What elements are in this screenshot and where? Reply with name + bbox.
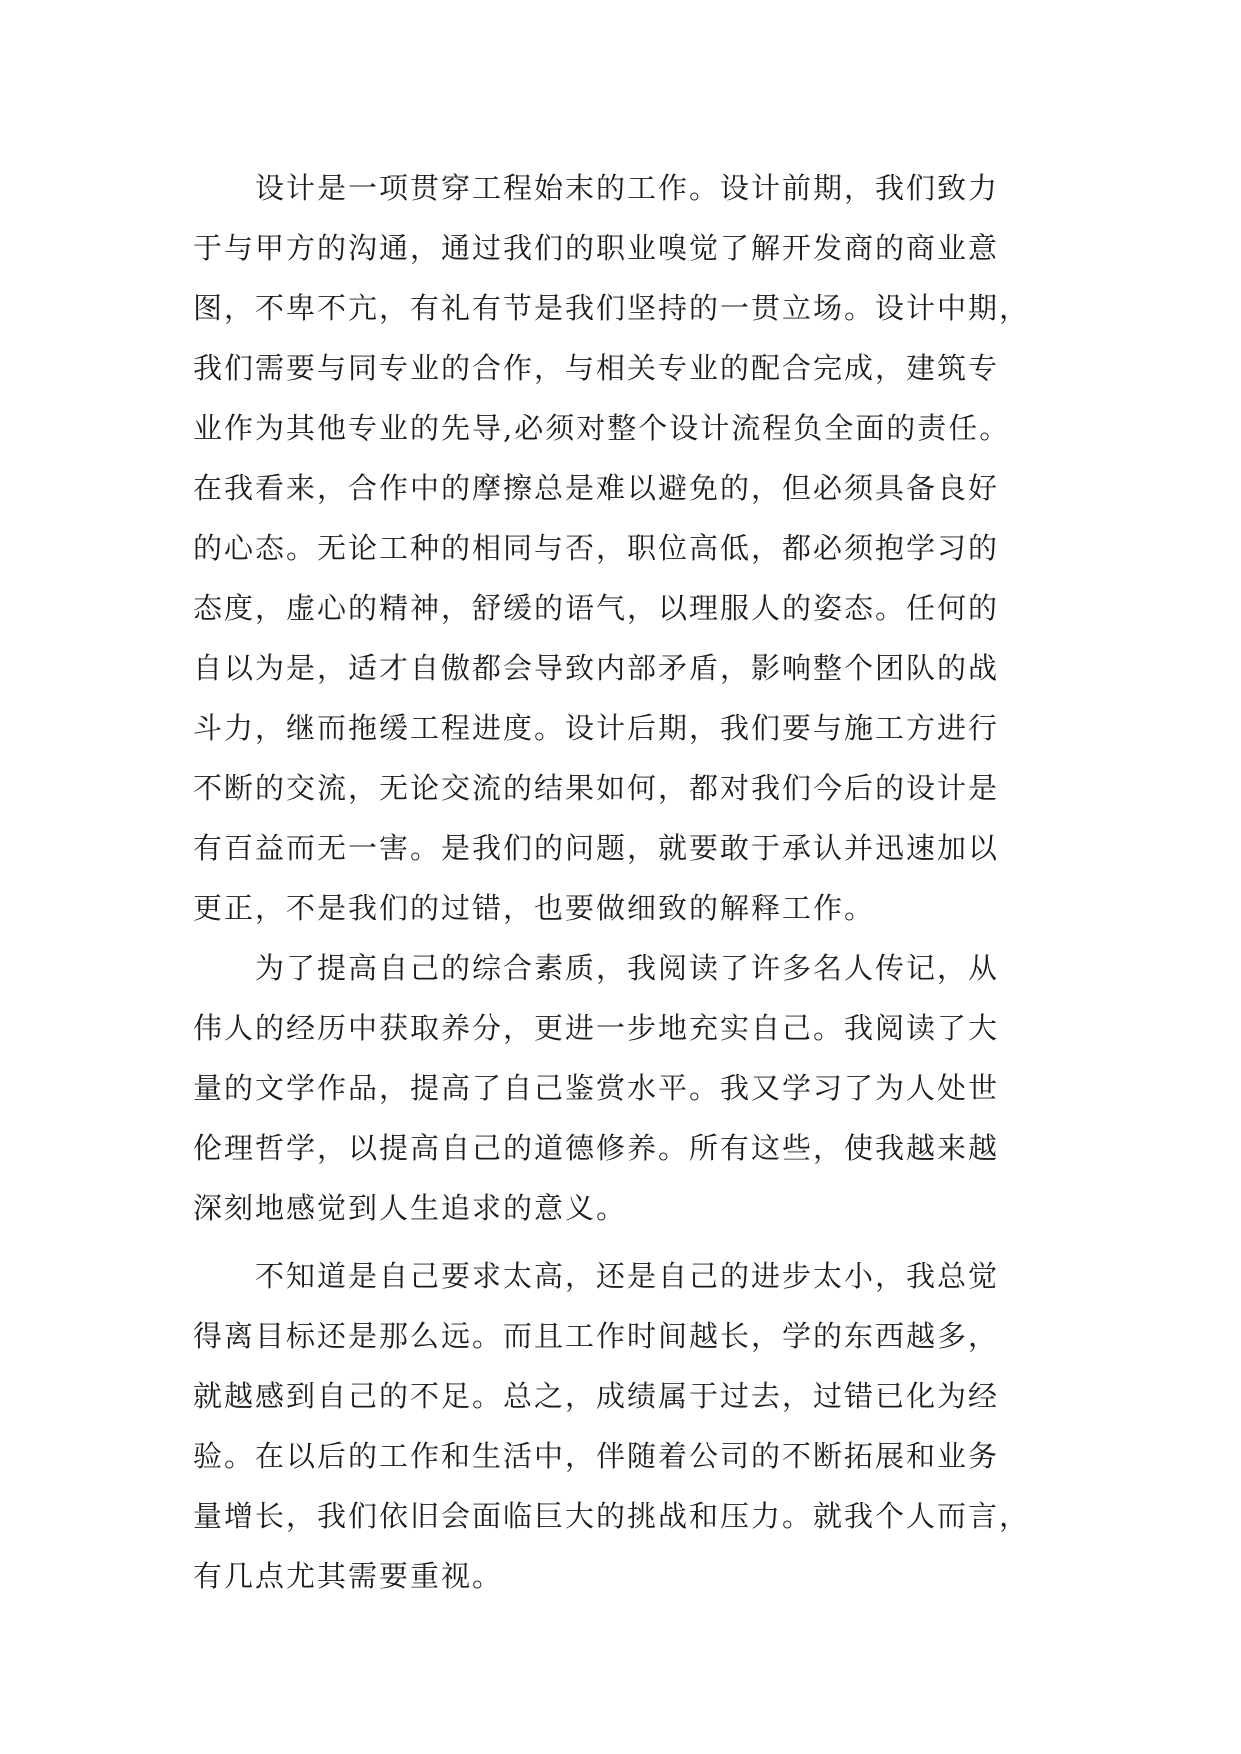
text-line: 不断的交流，无论交流的结果如何，都对我们今后的设计是	[193, 771, 1000, 805]
text-line: 我们需要与同专业的合作，与相关专业的配合完成，建筑专	[193, 351, 1000, 385]
text-line: 为了提高自己的综合素质，我阅读了许多名人传记，从	[255, 951, 1000, 985]
text-line: 量的文学作品，提高了自己鉴赏水平。我又学习了为人处世	[193, 1071, 1000, 1105]
text-line: 有几点尤其需要重视。	[193, 1559, 504, 1593]
body-text	[193, 158, 1053, 1606]
text-line: 深刻地感觉到人生追求的意义。	[193, 1191, 628, 1225]
text-line: 得离目标还是那么远。而且工作时间越长，学的东西越多，	[193, 1319, 1000, 1353]
text-line: 于与甲方的沟通，通过我们的职业嗅觉了解开发商的商业意	[193, 231, 1000, 265]
text-line: 态度，虚心的精神，舒缓的语气，以理服人的姿态。任何的	[193, 591, 1000, 625]
text-line: 有百益而无一害。是我们的问题，就要敢于承认并迅速加以	[193, 831, 1000, 865]
text-line: 斗力，继而拖缓工程进度。设计后期，我们要与施工方进行	[193, 711, 1000, 745]
paragraph-3	[193, 1246, 1053, 1606]
text-line: 自以为是，适才自傲都会导致内部矛盾，影响整个团队的战	[193, 651, 1000, 685]
text-line: 在我看来，合作中的摩擦总是难以避免的，但必须具备良好	[193, 471, 1000, 505]
text-line: 的心态。无论工种的相同与否，职位高低，都必须抱学习的	[193, 531, 1000, 565]
text-line: 伟人的经历中获取养分，更进一步地充实自己。我阅读了大	[193, 1011, 1000, 1045]
text-line: 业作为其他专业的先导,必须对整个设计流程负全面的责任。	[193, 411, 1011, 445]
paragraph-2	[193, 938, 1053, 1238]
text-line: 不知道是自己要求太高，还是自己的进步太小，我总觉	[255, 1259, 1000, 1293]
text-line: 设计是一项贯穿工程始末的工作。设计前期，我们致力	[255, 171, 1000, 205]
paragraph-1	[193, 158, 1053, 938]
text-line: 更正，不是我们的过错，也要做细致的解释工作。	[193, 891, 876, 925]
text-line: 量增长，我们依旧会面临巨大的挑战和压力。就我个人而言，	[193, 1499, 1031, 1533]
text-line: 图，不卑不亢，有礼有节是我们坚持的一贯立场。设计中期，	[193, 291, 1031, 325]
text-line: 就越感到自己的不足。总之，成绩属于过去，过错已化为经	[193, 1379, 1000, 1413]
text-line: 伦理哲学，以提高自己的道德修养。所有这些，使我越来越	[193, 1131, 1000, 1165]
text-line: 验。在以后的工作和生活中，伴随着公司的不断拓展和业务	[193, 1439, 1000, 1473]
